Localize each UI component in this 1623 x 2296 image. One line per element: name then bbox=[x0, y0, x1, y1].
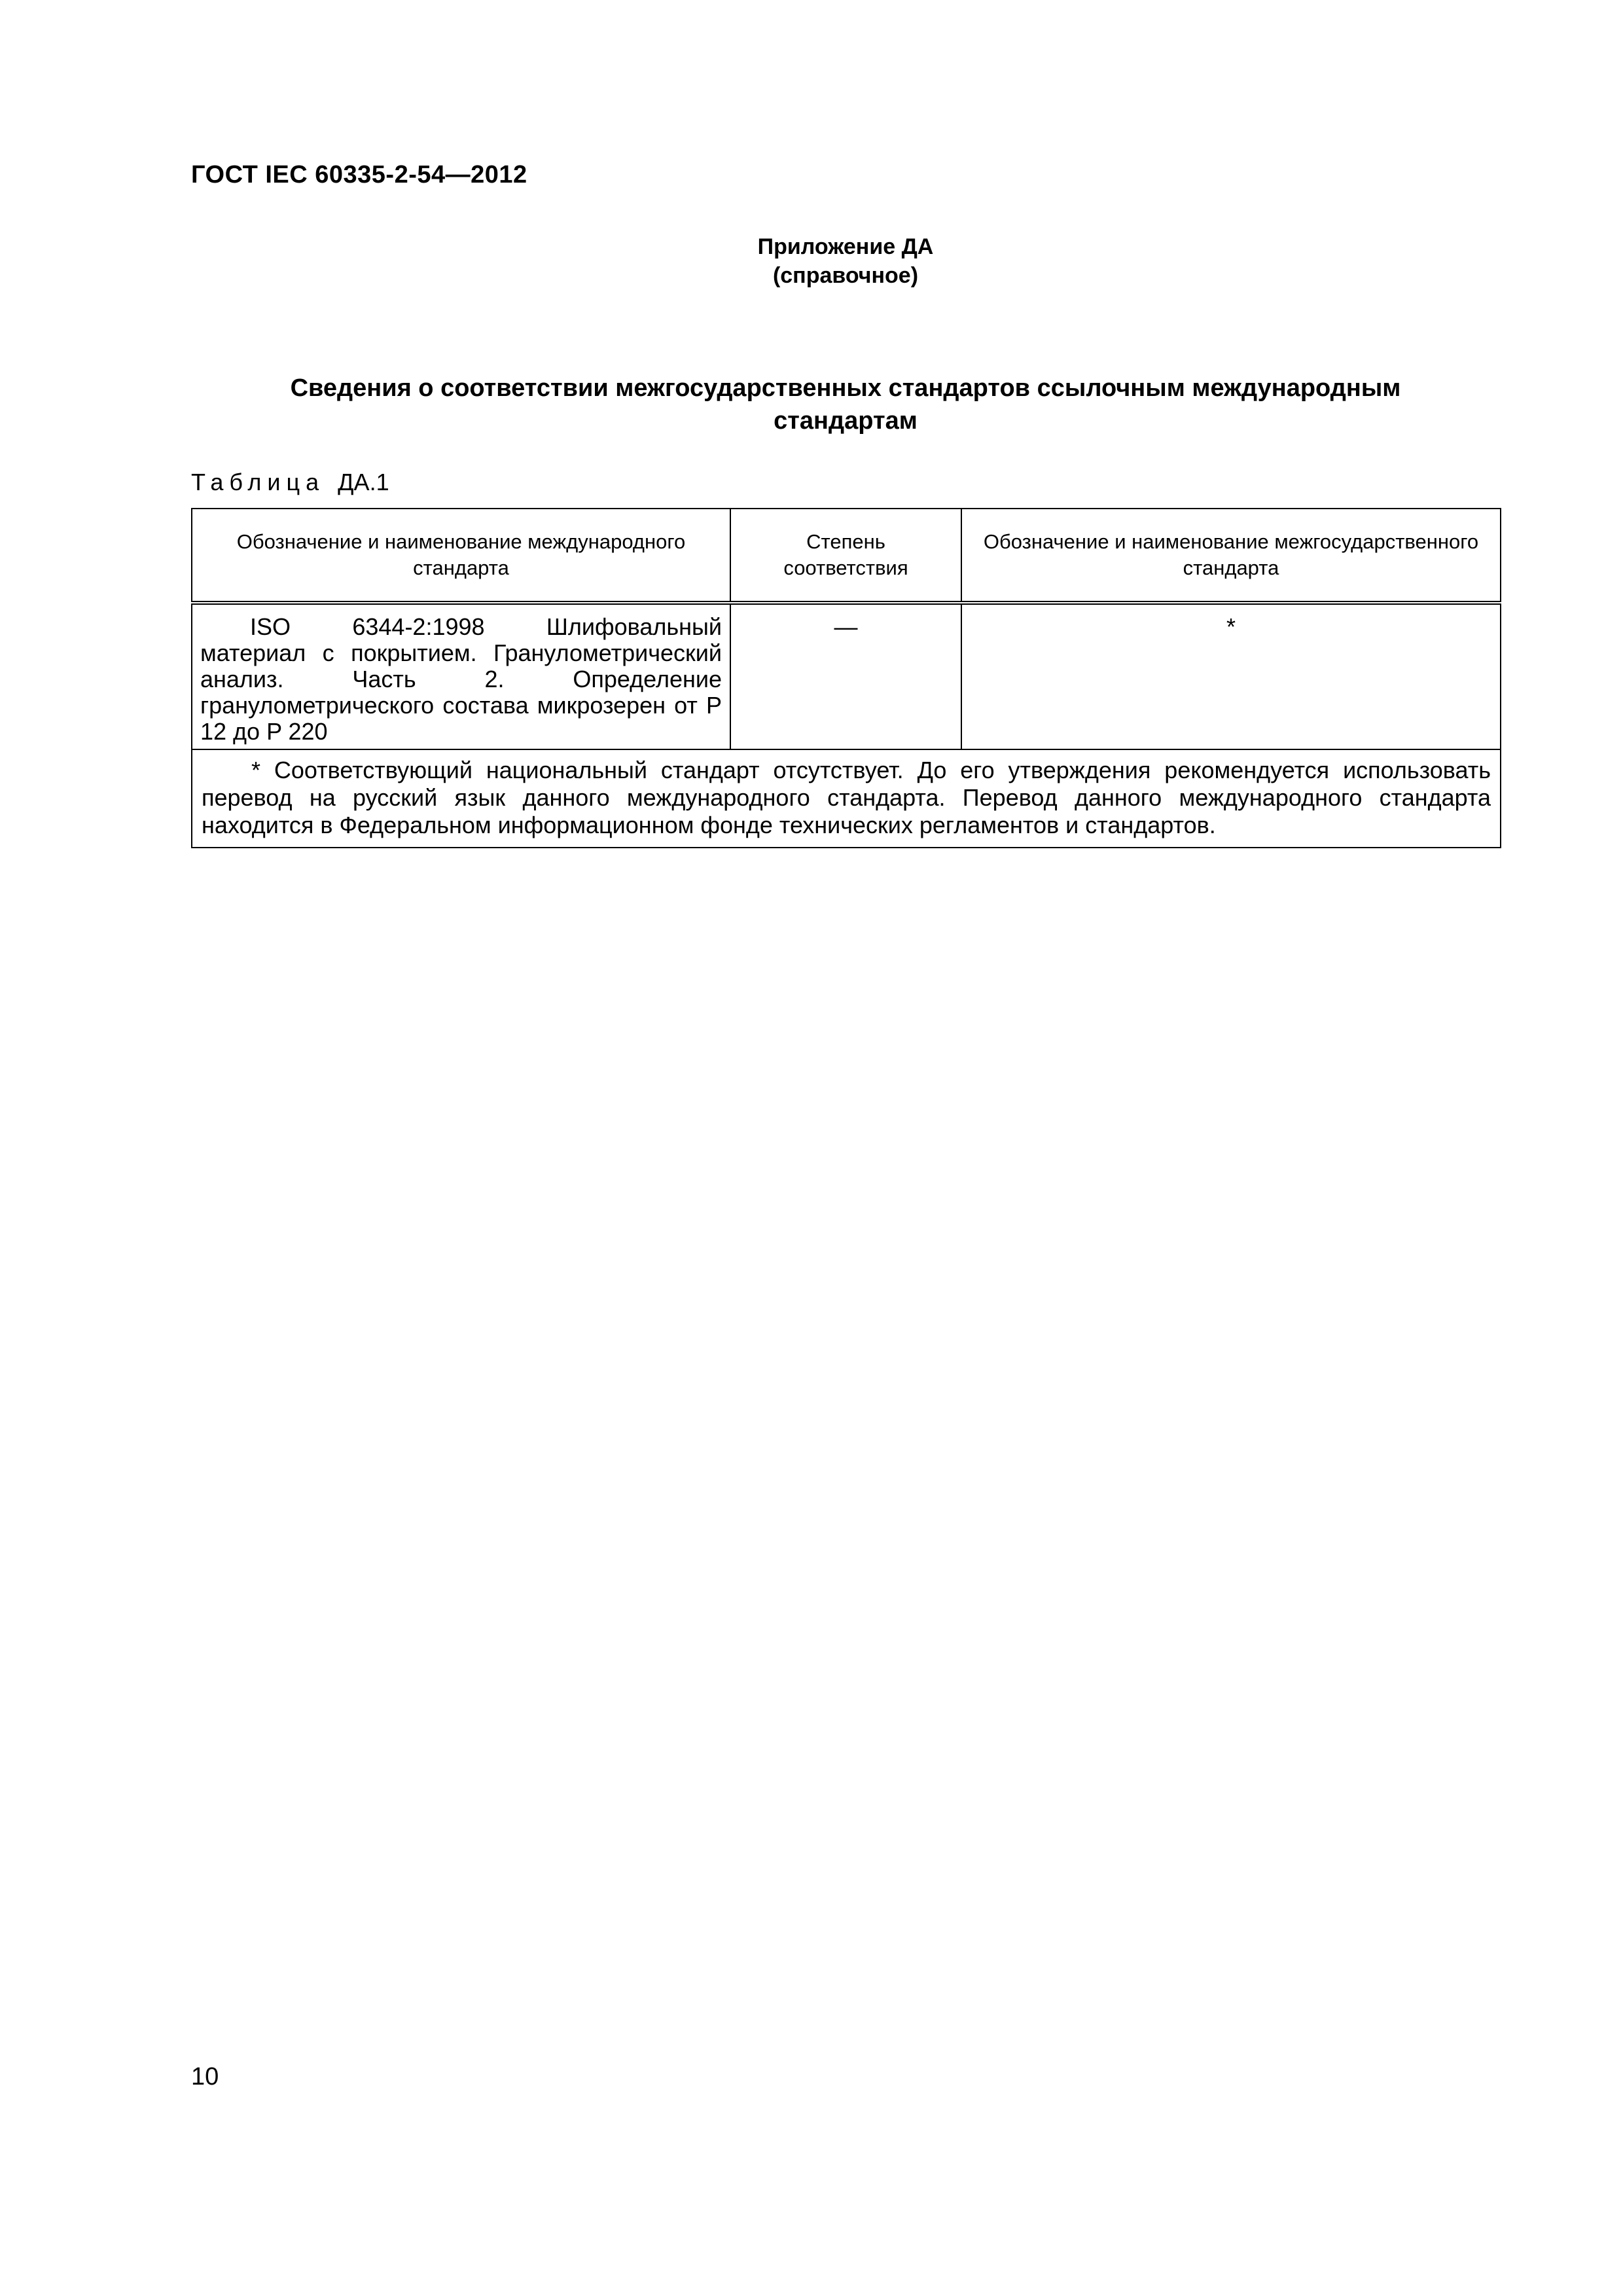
section-title-line-1: Сведения о соответствии межгосударственных стандартов ссылочным международным bbox=[290, 374, 1401, 402]
annex-heading bbox=[191, 232, 1500, 290]
table-footnote-row bbox=[192, 749, 1501, 848]
cell-interstate-standard: * bbox=[961, 603, 1501, 749]
table-caption-number: ДА.1 bbox=[338, 469, 389, 495]
cell-degree: — bbox=[730, 603, 961, 749]
correspondence-table bbox=[191, 508, 1501, 848]
document-code-header: ГОСТ IEC 60335-2-54—2012 bbox=[191, 161, 527, 188]
table-caption bbox=[191, 469, 389, 496]
table-row bbox=[192, 603, 1501, 749]
page-number: 10 bbox=[191, 2063, 219, 2090]
table-footnote: * Соответствующий национальный стандарт отсутствует. До его утверждения рекомендуется использовать перевод на русский язык данного международного стандарта. Перевод данного международного стандарта находится в Федеральном информационном фонде технических регламентов и стандартов. bbox=[192, 749, 1501, 848]
annex-status: (справочное) bbox=[772, 263, 919, 288]
header-degree-of-correspondence: Степень соответствия bbox=[730, 509, 961, 603]
table-caption-word: Таблица bbox=[191, 469, 325, 495]
header-interstate-standard: Обозначение и наименование межгосударственного стандарта bbox=[961, 509, 1501, 603]
header-international-standard: Обозначение и наименование международного стандарта bbox=[192, 509, 730, 603]
section-title-line-2: стандартам bbox=[774, 407, 918, 435]
table-header-row bbox=[192, 509, 1501, 603]
section-title bbox=[191, 372, 1500, 437]
annex-title: Приложение ДА bbox=[757, 234, 934, 259]
cell-international-standard: ISO 6344-2:1998 Шлифовальный материал с покрытием. Гранулометрический анализ. Часть 2. Определение гранулометрического состава микрозерен от P 12 до P 220 bbox=[192, 603, 730, 749]
